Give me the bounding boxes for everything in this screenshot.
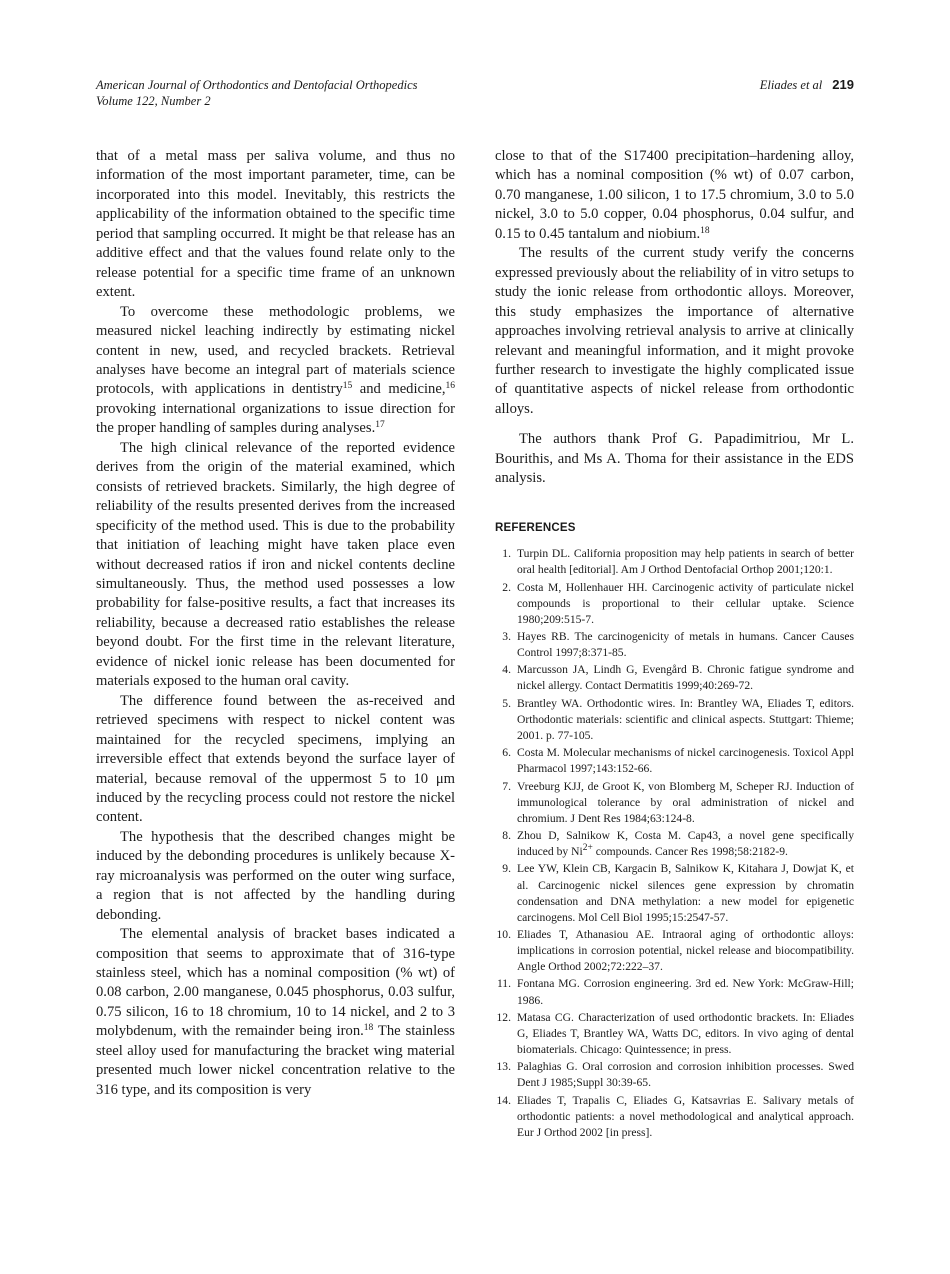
reference-item: 6. Costa M. Molecular mechanisms of nickel carcinogenesis. Toxicol Appl Pharmacol 1997;143:152-66.	[502, 746, 854, 776]
reference-item: 13. Palaghias G. Oral corrosion and corrosion inhibition processes. Swed Dent J 1985;Suppl 30:39-65.	[496, 1060, 854, 1090]
citation: 18	[700, 225, 710, 236]
citation: 18	[363, 1023, 374, 1034]
reference-item: 14. Eliades T, Trapalis C, Eliades G, Katsavrias E. Salivary metals of orthodontic patients: a novel methodological and analytical approach. Eur J Orthod 2002 [in press].	[496, 1093, 854, 1139]
journal-volume: Volume 122, Number 2	[96, 94, 211, 108]
paragraph: The difference found between the as-received and retrieved specimens with respect to nickel content was maintained for the recycled specimens, implying an irreversible effect that extends beyond the surface layer of material, because removal of the uppermost 5 to 10 μm induced by the recycling process could not restore the nickel content.	[96, 692, 455, 826]
reference-item: 4. Marcusson JA, Lindh G, Evengård B. Chronic fatigue syndrome and nickel allergy. Contact Dermatitis 1999;40:269-72.	[502, 663, 854, 693]
references-heading: REFERENCES	[495, 521, 576, 534]
paragraph: The hypothesis that the described changes might be induced by the debonding procedures is unlikely because X-ray microanalysis was performed on the outer wing surface, a region that is not affected by the handling during debonding.	[96, 828, 455, 923]
reference-list	[495, 546, 854, 1141]
page-info	[760, 77, 854, 93]
paragraph: The high clinical relevance of the reported evidence derives from the origin of the material examined, which consists of retrieved brackets. Similarly, the high degree of reliability of the results presented derives from the increased specificity of the method used. This is due to the probability that initiation of leaching might have taken place even without decreased ratios if iron and nickel contents decline simultaneously. Thus, the method used possesses a low probability for false-positive results, a fact that increases its reliability, because a decreased ratio establishes the release beyond doubt. For the first time in the relevant literature, evidence of nickel ionic release has been documented for materials exposed to the human oral cavity.	[96, 439, 455, 690]
paragraph: To overcome these methodologic problems, we measured nickel leaching indirectly by estimating nickel content in new, used, and recycled brackets. Retrieval analyses have become an integral part of materials science protocols, with applications in dentistry$^{15}$ and medicine,$^{16}$ provoking international organizations to issue direction for the proper handling of samples during analyses.$^{17}$	[96, 303, 455, 437]
reference-item: 12. Matasa CG. Characterization of used orthodontic brackets. In: Eliades G, Eliades T, Brantley WA, Watts DC, editors. In vivo aging of dental biomaterials. Chicago: Quintessence; in press.	[496, 1010, 854, 1057]
paragraph: that of a metal mass per saliva volume, and thus no information of the most important parameter, time, can be incorporated into this model. Inevitably, this restricts the applicability of the information obtained to the specific time period that sampling occurred. It might be that release has an additive effect and that the values found relate only to the release potential for a specific time frame of an unknown extent.	[96, 148, 455, 301]
citation: 16	[445, 381, 455, 392]
paragraph: The elemental analysis of bracket bases indicated a composition that seems to approximate that of 316-type stainless steel, which has a nominal composition (% wt) of 0.08 carbon, 2.00 manganese, 0.045 phosphorus, 0.03 sulfur, 0.75 silicon, 16 to 18 chromium, 10 to 14 nickel, and 2 to 3 molybdenum, with the remainder being iron.$^{18}$ The stainless steel alloy used for manufacturing the bracket wing material presented much lower nickel concentration relative to the 316 type, and its composition is very	[96, 926, 455, 1098]
reference-item: 11. Fontana MG. Corrosion engineering. 3rd ed. New York: McGraw-Hill; 1986.	[496, 977, 854, 1007]
reference-item: 3. Hayes RB. The carcinogenicity of metals in humans. Cancer Causes Control 1997;8:371-85.	[502, 630, 854, 660]
reference-item: 8. Zhou D, Salnikow K, Costa M. Cap43, a novel gene specifically induced by $Ni^{2+}$ compounds. Cancer Res 1998;58:2182-9.	[502, 829, 854, 859]
paragraph: The results of the current study verify the concerns expressed previously about the reliability of in vitro setups to study the ionic release from orthodontic alloys. Moreover, this study emphasizes the importance of alternative approaches involving retrieval analysis to arrive at clinically relevant and meaningful information, and it might provoke further research to investigate the highly complicated issue of quantitative aspects of nickel release from orthodontic alloys.	[495, 245, 854, 417]
running-authors: Eliades et al	[759, 78, 823, 92]
reference-item: 5. Brantley WA. Orthodontic wires. In: Brantley WA, Eliades T, editors. Orthodontic materials: scientific and clinical aspects. Stuttgart: Thieme; 2001. p. 77-105.	[502, 696, 854, 742]
reference-item: 10. Eliades T, Athanasiou AE. Intraoral aging of orthodontic alloys: implications in corrosion potential, nickel release and biocompatibility. Angle Orthod 2002;72:222–37.	[496, 928, 854, 974]
reference-item: 1. Turpin DL. California proposition may help patients in search of better oral health [editorial]. Am J Orthod Dentofacial Orthop 2001;120:1.	[502, 547, 854, 577]
right-column	[495, 147, 854, 1142]
page-number: 219	[832, 77, 854, 92]
acknowledgment: The authors thank Prof G. Papadimitriou, Mr L. Bourithis, and Ms A. Thoma for their assistance in the EDS analysis.	[495, 431, 854, 487]
left-column	[96, 147, 455, 1100]
reference-item: 9. Lee YW, Klein CB, Kargacin B, Salnikow K, Kitahara J, Dowjat K, et al. Carcinogenic nickel silences gene expression by chromatin condensation and DNA methylation: a new model for epigenetic carcinogens. Mol Cell Biol 1995;15:2547-57.	[502, 862, 854, 924]
citation: 15	[342, 381, 353, 392]
reference-item: 2. Costa M, Hollenhauer HH. Carcinogenic activity of particulate nickel compounds is proportional to their cellular uptake. Science 1980;209:515-7.	[502, 580, 854, 626]
reference-item: 7. Vreeburg KJJ, de Groot K, von Blomberg M, Scheper RJ. Induction of immunological tolerance by oral administration of nickel and chromium. J Dent Res 1984;63:124-8.	[502, 779, 854, 825]
paragraph: close to that of the S17400 precipitation–hardening alloy, which has a nominal composition (% wt) of 0.07 carbon, 0.70 manganese, 1.00 silicon, 1 to 17.5 chromium, 3.0 to 5.0 nickel, 3.0 to 5.0 copper, 0.04 phosphorus, 0.04 sulfur, and 0.15 to 0.45 tantalum and niobium.$^{18}$	[495, 148, 854, 242]
journal-title: American Journal of Orthodontics and Dentofacial Orthopedics	[96, 78, 418, 92]
journal-info	[96, 77, 418, 109]
citation: 17	[375, 420, 385, 431]
